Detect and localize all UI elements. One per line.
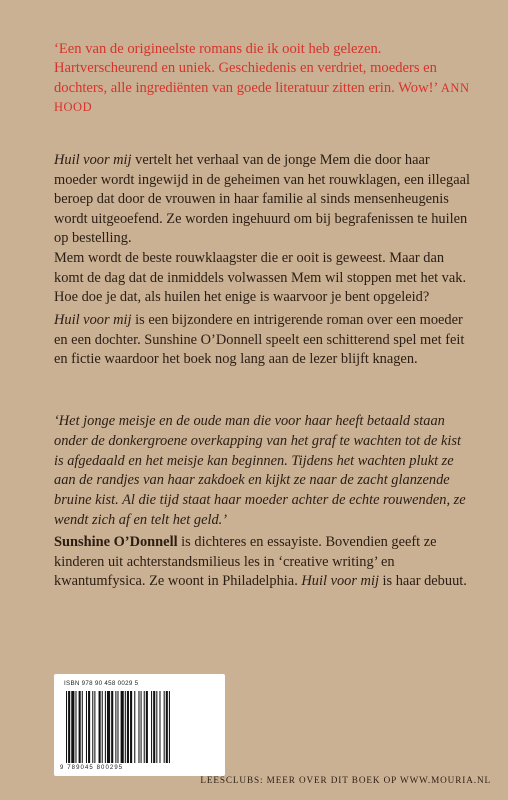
excerpt-paragraph: ‘Het jonge meisje en de oude man die voor haar heeft betaald staan onder de donkergroene overkapping van het graf te wachten tot de kist is afgedaald en het meisje kan beginnen. Tijdens het wachten plukt ze aan de randjes van haar zakdoek en kijkt ze naar de zacht glanzende bruine kist. Al die tijd staat haar moeder achter de echte rouwenden, ze wendt zich af en telt het geld.’ xyxy=(54,413,466,528)
description-text: is een bijzondere en intrigerende roman over een moeder en een dochter. Sunshine O’Donnell speelt een schitterend spel met feit en fictie waardoor het boek nog lang aan de lezer blijft knagen. xyxy=(54,312,465,368)
quote-text: ‘Een van de origineelste romans die ik ooit heb gelezen. Hartverscheurend en uniek. Geschiedenis en verdriet, moeders en dochters, alle ingrediënten van goede literatuur zitten erin. Wow!’ xyxy=(54,41,438,96)
footer-label: LEESCLUBS: MEER OVER DIT BOEK OP xyxy=(200,775,401,785)
footer-line xyxy=(200,775,491,785)
synopsis-text-2: Mem wordt de beste rouwklaagster die er ooit is geweest. Maar dan komt de dag dat de inmiddels volwassen Mem wil stoppen met het vak. Hoe doe je dat, als huilen het enige is waarvoor je bent opgeleid? xyxy=(54,249,467,306)
bio-text: is dichteres en essayiste. Bovendien geeft ze kinderen uit achterstandsmilieus les in ‘creative writing’ en kwantumfysica. Ze woont in Philadelphia. xyxy=(54,534,437,590)
isbn-label: ISBN 978 90 458 0029 5 xyxy=(64,680,139,687)
description-paragraph xyxy=(54,311,474,370)
author-bio xyxy=(54,533,474,592)
quote-author: ANN HOOD xyxy=(54,80,470,115)
barcode-digits: 9 789045 800295 xyxy=(60,765,124,771)
book-title: Huil voor mij xyxy=(54,312,132,328)
bio-end: is haar debuut. xyxy=(378,573,467,590)
barcode xyxy=(54,674,225,776)
footer-url[interactable]: WWW.MOURIA.NL xyxy=(400,775,491,785)
barcode-bars xyxy=(64,691,216,765)
review-quote xyxy=(54,40,474,118)
book-title: Huil voor mij xyxy=(301,573,379,590)
book-title: Huil voor mij xyxy=(54,152,132,168)
author-name: Sunshine O’Donnell xyxy=(54,534,178,550)
synopsis-paragraph xyxy=(54,151,474,308)
synopsis-text: vertelt het verhaal van de jonge Mem die door haar moeder wordt ingewijd in de geheimen van het rouwklagen, een illegaal beroep dat door de vrouwen in haar familie al sinds mensenheugenis wordt uitgeoefend. Ze worden ingehuurd om bij begrafenissen te huilen op bestelling. xyxy=(54,152,470,247)
